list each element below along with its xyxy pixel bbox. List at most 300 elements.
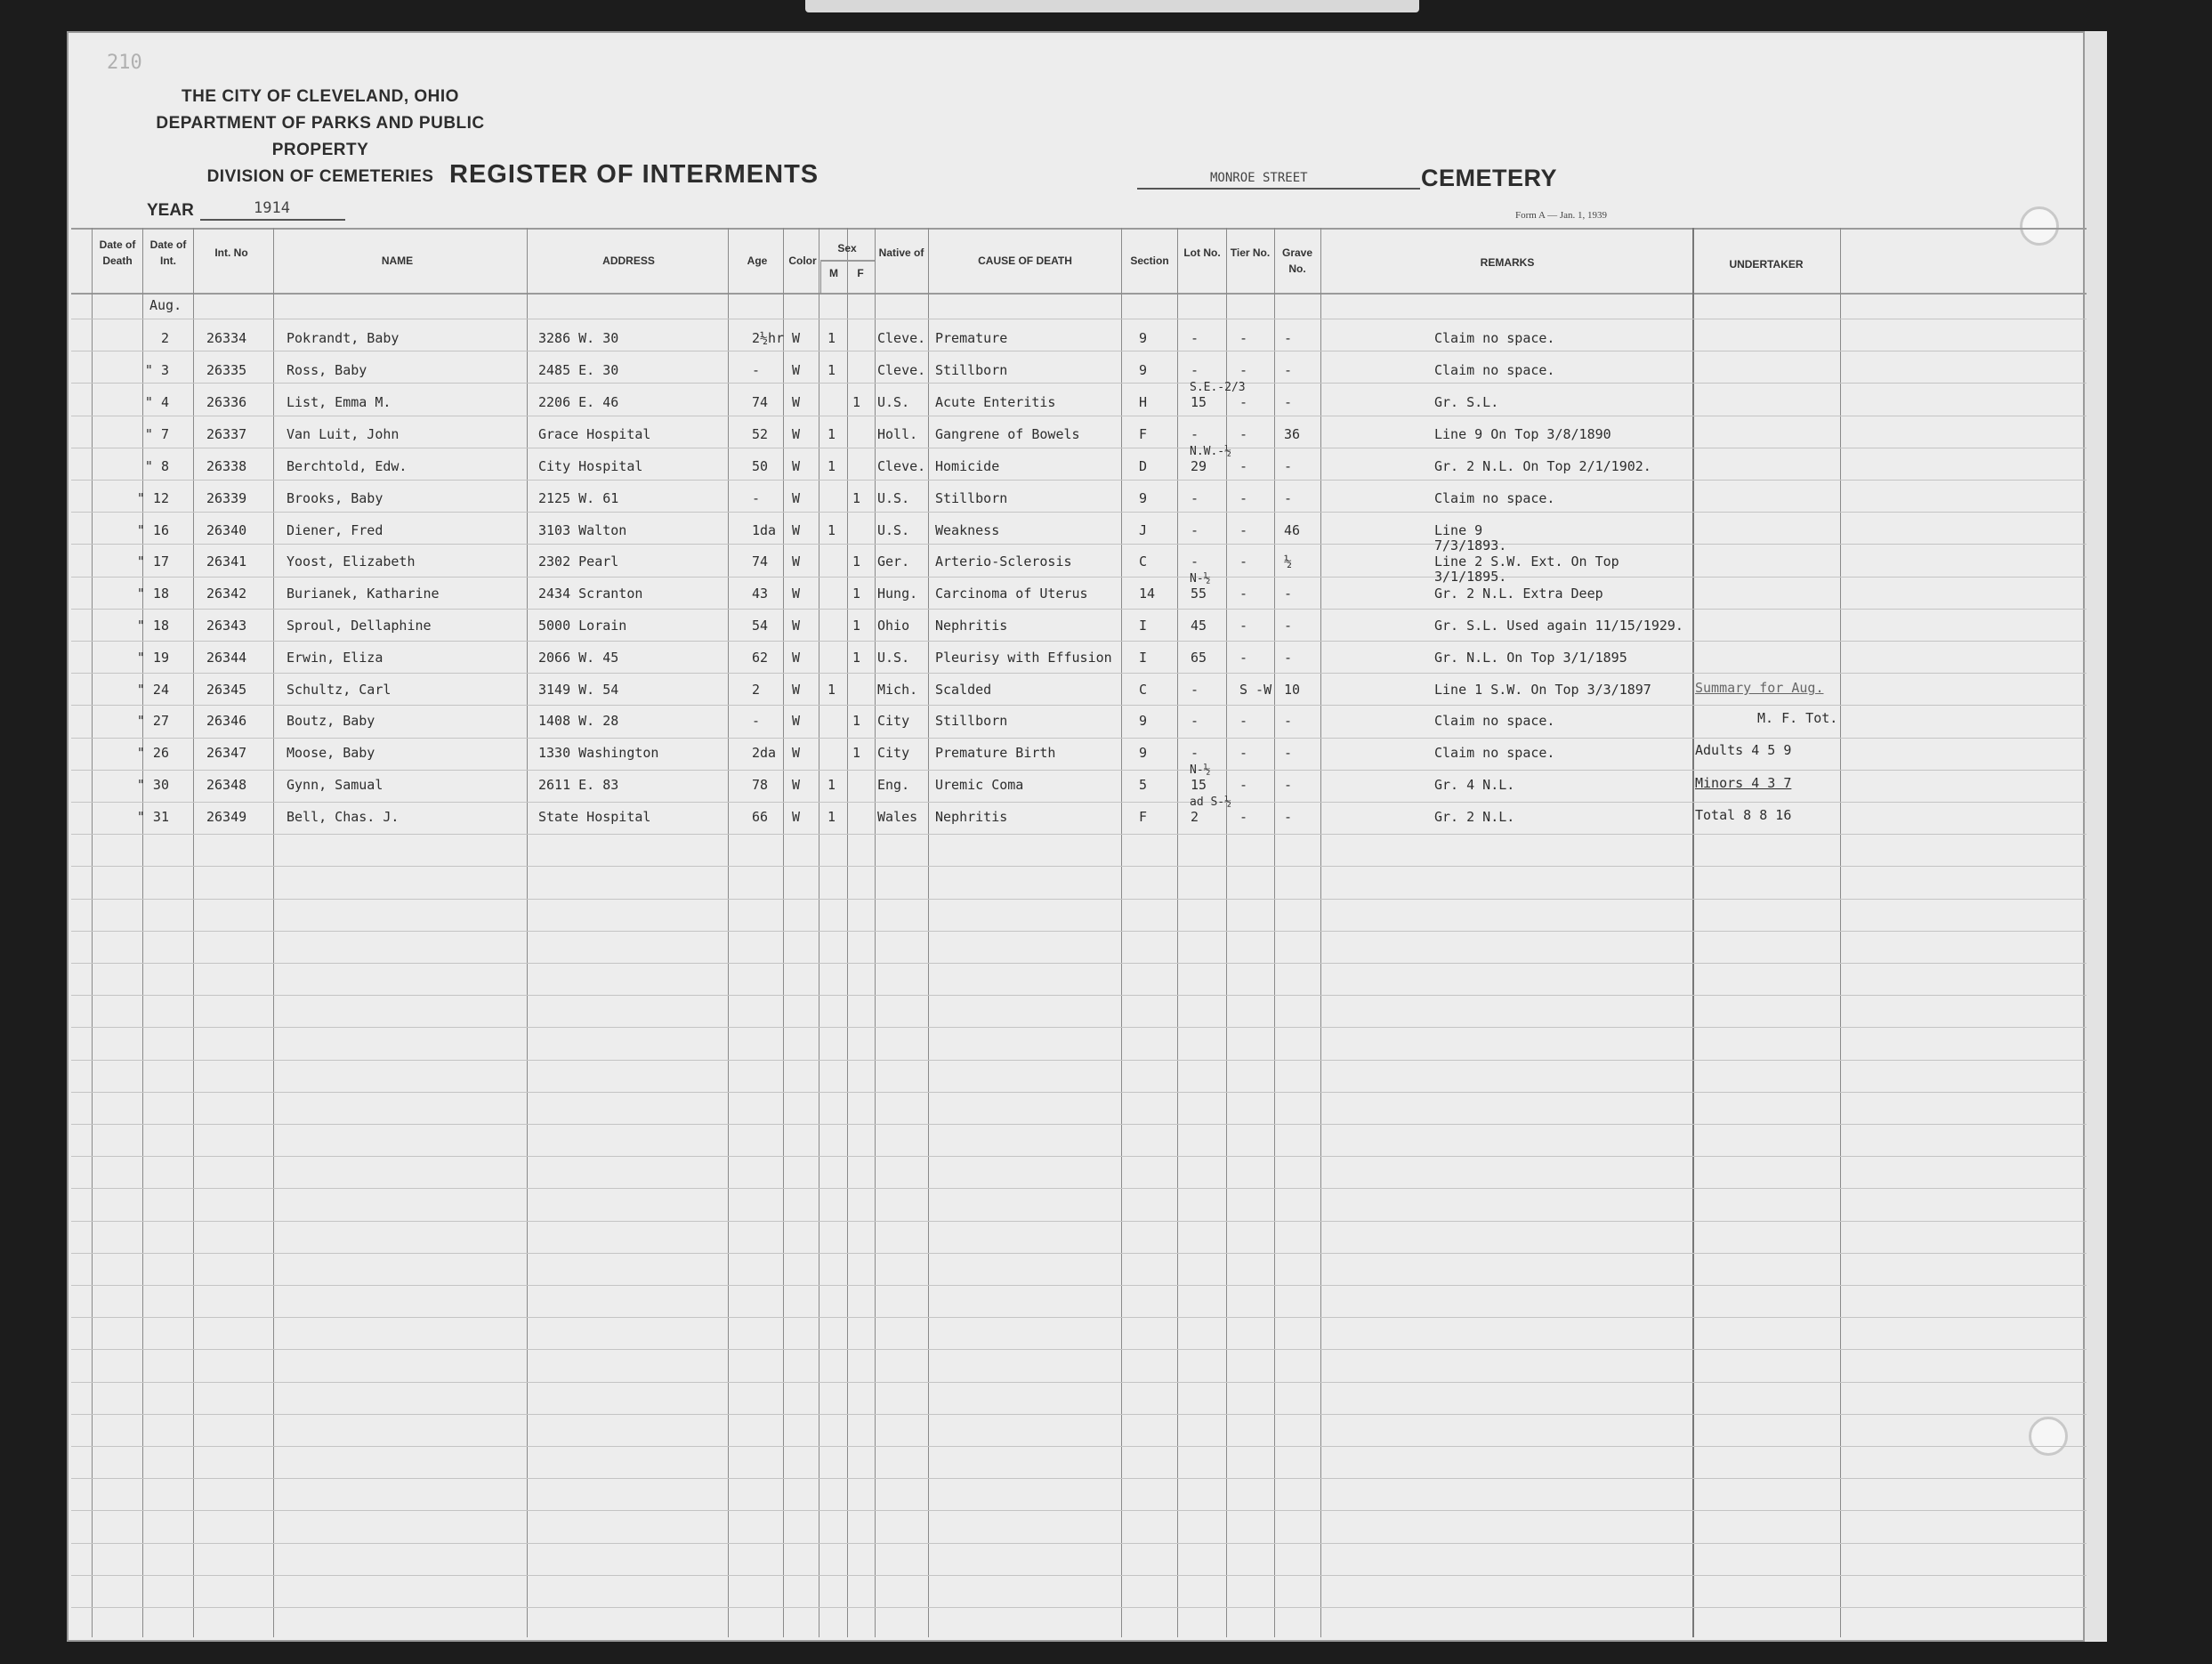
age-cell: - <box>752 490 761 506</box>
page-title: REGISTER OF INTERMENTS <box>449 160 819 189</box>
sex-m-cell: 1 <box>827 682 836 698</box>
age-cell: 62 <box>752 650 769 666</box>
col-section: Section <box>1130 254 1169 267</box>
name-cell: Pokrandt, Baby <box>287 330 400 346</box>
grave-cell: 36 <box>1284 426 1301 442</box>
col-cause: CAUSE OF DEATH <box>978 254 1072 267</box>
lot-cell: - <box>1191 713 1199 729</box>
color-cell: W <box>792 553 801 569</box>
int-no-cell: 26337 <box>206 426 247 442</box>
ruled-line <box>71 931 2087 932</box>
tier-cell: - <box>1239 490 1248 506</box>
col-address: ADDRESS <box>602 254 655 267</box>
lot-cell: - <box>1191 490 1199 506</box>
name-cell: Ross, Baby <box>287 362 367 378</box>
ruled-line <box>71 770 2087 771</box>
tier-cell: - <box>1239 522 1248 538</box>
age-cell: 66 <box>752 809 769 825</box>
cause-cell: Stillborn <box>935 713 1008 729</box>
ruled-line <box>71 1414 2087 1415</box>
ruled-line <box>71 1575 2087 1576</box>
register-sheet <box>67 31 2087 1642</box>
name-cell: Brooks, Baby <box>287 490 383 506</box>
ruled-line <box>71 1478 2087 1479</box>
remarks-cell: Claim no space. <box>1434 362 1555 378</box>
address-cell: State Hospital <box>538 809 651 825</box>
ruled-line <box>71 609 2087 610</box>
lot-cell: - <box>1191 426 1199 442</box>
cause-cell: Arterio-Sclerosis <box>935 553 1072 569</box>
color-cell: W <box>792 745 801 761</box>
tier-cell: - <box>1239 809 1248 825</box>
col-sex-m: M <box>829 267 838 279</box>
lot-cell: 55 <box>1191 586 1207 602</box>
lot-note-cell: N-½ <box>1190 572 1211 586</box>
summary-title: Summary for Aug. <box>1695 680 1824 696</box>
age-cell: 43 <box>752 586 769 602</box>
lot-cell: - <box>1191 362 1199 378</box>
name-cell: Burianek, Katharine <box>287 586 440 602</box>
native-cell: U.S. <box>877 490 910 506</box>
cause-cell: Stillborn <box>935 490 1008 506</box>
lot-note-cell: N.W.-½ <box>1190 445 1231 458</box>
age-cell: 2da <box>752 745 777 761</box>
section-cell: J <box>1139 522 1148 538</box>
col-lot: Lot No. <box>1183 246 1221 259</box>
lot-cell: - <box>1191 330 1199 346</box>
color-cell: W <box>792 586 801 602</box>
section-cell: C <box>1139 553 1148 569</box>
lot-cell: - <box>1191 682 1199 698</box>
color-cell: W <box>792 618 801 634</box>
lot-cell: 15 <box>1191 394 1207 410</box>
binder-tab <box>805 0 1419 12</box>
section-cell: 5 <box>1139 777 1148 793</box>
int-no-cell: 26341 <box>206 553 247 569</box>
grave-cell: - <box>1284 394 1293 410</box>
date-of-int-cell: " 4 <box>144 394 169 410</box>
int-no-cell: 26343 <box>206 618 247 634</box>
cause-cell: Uremic Coma <box>935 777 1024 793</box>
age-cell: 74 <box>752 394 769 410</box>
sex-m-cell: 1 <box>827 362 836 378</box>
grave-cell: - <box>1284 586 1293 602</box>
col-date-of-int: Date of Int. <box>149 238 187 267</box>
color-cell: W <box>792 330 801 346</box>
column-divider <box>783 228 784 1637</box>
lot-cell: - <box>1191 522 1199 538</box>
name-cell: Schultz, Carl <box>287 682 392 698</box>
age-cell: 54 <box>752 618 769 634</box>
date-of-int-cell: " 26 <box>136 745 169 761</box>
native-cell: Holl. <box>877 426 918 442</box>
color-cell: W <box>792 362 801 378</box>
col-remarks: REMARKS <box>1480 256 1535 269</box>
column-divider <box>273 228 274 1637</box>
address-cell: City Hospital <box>538 458 643 474</box>
section-cell: C <box>1139 682 1148 698</box>
year-label: YEAR <box>147 201 194 220</box>
cause-cell: Carcinoma of Uterus <box>935 586 1088 602</box>
ruled-line <box>71 834 2087 835</box>
grave-cell: 46 <box>1284 522 1301 538</box>
section-cell: I <box>1139 618 1148 634</box>
remarks-cell: Gr. N.L. On Top 3/1/1895 <box>1434 650 1627 666</box>
grave-cell: - <box>1284 362 1293 378</box>
grave-cell: - <box>1284 618 1293 634</box>
sex-f-cell: 1 <box>852 394 861 410</box>
col-sex-f: F <box>857 267 864 279</box>
age-cell: 50 <box>752 458 769 474</box>
age-cell: 2 <box>752 682 761 698</box>
column-divider <box>1320 228 1321 1637</box>
int-no-cell: 26338 <box>206 458 247 474</box>
name-cell: Yoost, Elizabeth <box>287 553 416 569</box>
address-cell: 3149 W. 54 <box>538 682 619 698</box>
column-divider <box>1121 228 1122 1637</box>
cemetery-name: MONROE STREET <box>1210 171 1308 185</box>
ruled-line <box>71 1156 2087 1157</box>
cause-cell: Gangrene of Bowels <box>935 426 1080 442</box>
native-cell: Ohio <box>877 618 910 634</box>
age-cell: - <box>752 362 761 378</box>
int-no-cell: 26346 <box>206 713 247 729</box>
date-of-int-cell: 2 <box>160 330 169 346</box>
column-divider <box>847 228 848 1637</box>
summary-total: Total 8 8 16 <box>1695 807 1792 823</box>
page-number: 210 <box>107 52 142 74</box>
date-of-int-cell: " 31 <box>136 809 169 825</box>
tier-cell: - <box>1239 586 1248 602</box>
address-cell: 2125 W. 61 <box>538 490 619 506</box>
table-top-border <box>71 228 2087 230</box>
col-date-of-death: Date of Death <box>99 238 136 267</box>
column-divider <box>875 228 876 1637</box>
summary-header: M. F. Tot. <box>1757 710 1838 726</box>
color-cell: W <box>792 426 801 442</box>
table-header-bottom-border <box>71 293 2087 295</box>
column-divider <box>92 228 93 1637</box>
section-cell: I <box>1139 650 1148 666</box>
year-value: 1914 <box>254 199 290 217</box>
date-of-int-cell: " 3 <box>144 362 169 378</box>
address-cell: 2434 Scranton <box>538 586 643 602</box>
col-sex: Sex <box>837 242 857 254</box>
native-cell: Cleve. <box>877 362 926 378</box>
sex-f-cell: 1 <box>852 586 861 602</box>
int-no-cell: 26335 <box>206 362 247 378</box>
address-cell: 3103 Walton <box>538 522 627 538</box>
native-cell: Cleve. <box>877 458 926 474</box>
col-color: Color <box>788 254 817 267</box>
grave-cell: 10 <box>1284 682 1301 698</box>
sex-m-cell: 1 <box>827 330 836 346</box>
cause-cell: Weakness <box>935 522 1000 538</box>
color-cell: W <box>792 490 801 506</box>
ruled-line <box>71 1317 2087 1318</box>
ruled-line <box>71 1060 2087 1061</box>
sex-m-cell: 1 <box>827 426 836 442</box>
address-cell: 1330 Washington <box>538 745 659 761</box>
tier-cell: - <box>1239 458 1248 474</box>
date-of-int-cell: " 17 <box>136 553 169 569</box>
cemetery-line <box>1137 188 1420 190</box>
cause-cell: Homicide <box>935 458 1000 474</box>
section-cell: D <box>1139 458 1148 474</box>
section-cell: 14 <box>1139 586 1156 602</box>
ruled-line <box>71 641 2087 642</box>
lot-cell: 65 <box>1191 650 1207 666</box>
date-of-int-cell: " 12 <box>136 490 169 506</box>
color-cell: W <box>792 777 801 793</box>
age-cell: 2½hr <box>752 330 785 346</box>
binder-hole-bottom <box>2029 1417 2068 1456</box>
remarks-cell: Line 9 On Top 3/8/1890 <box>1434 426 1611 442</box>
ruled-line <box>71 1382 2087 1383</box>
remarks-continuation-cell: 7/3/1893. <box>1434 537 1507 553</box>
color-cell: W <box>792 713 801 729</box>
col-age: Age <box>747 254 768 267</box>
cause-cell: Premature Birth <box>935 745 1056 761</box>
ruled-line <box>71 963 2087 964</box>
int-no-cell: 26348 <box>206 777 247 793</box>
tier-cell: - <box>1239 745 1248 761</box>
int-no-cell: 26339 <box>206 490 247 506</box>
remarks-cell: Gr. S.L. Used again 11/15/1929. <box>1434 618 1683 634</box>
ruled-line <box>71 1092 2087 1093</box>
form-id: Form A — Jan. 1, 1939 <box>1515 210 1607 221</box>
name-cell: Moose, Baby <box>287 745 375 761</box>
lot-cell: 45 <box>1191 618 1207 634</box>
cause-cell: Nephritis <box>935 809 1008 825</box>
sex-m-cell: 1 <box>827 809 836 825</box>
ruled-line <box>71 1027 2087 1028</box>
ruled-line <box>71 1446 2087 1447</box>
native-cell: Mich. <box>877 682 918 698</box>
lot-note-cell: ad S-½ <box>1190 796 1231 809</box>
date-of-int-cell: " 8 <box>144 458 169 474</box>
remarks-cell: Line 1 S.W. On Top 3/3/1897 <box>1434 682 1651 698</box>
sex-f-cell: 1 <box>852 713 861 729</box>
ruled-line <box>71 899 2087 900</box>
int-no-cell: 26342 <box>206 586 247 602</box>
ruled-line <box>71 705 2087 706</box>
year-line <box>200 219 345 221</box>
grave-cell: ½ <box>1284 553 1293 569</box>
date-of-int-cell: " 7 <box>144 426 169 442</box>
date-of-int-cell: " 16 <box>136 522 169 538</box>
tier-cell: - <box>1239 362 1248 378</box>
address-cell: 3286 W. 30 <box>538 330 619 346</box>
grave-cell: - <box>1284 650 1293 666</box>
int-no-cell: 26334 <box>206 330 247 346</box>
name-cell: List, Emma M. <box>287 394 392 410</box>
remarks-cell: Claim no space. <box>1434 490 1555 506</box>
binder-hole-top <box>2020 206 2059 246</box>
int-no-cell: 26336 <box>206 394 247 410</box>
remarks-cell: Gr. S.L. <box>1434 394 1499 410</box>
sheet-edge <box>2085 31 2107 1642</box>
ruled-line <box>71 1543 2087 1544</box>
sex-f-cell: 1 <box>852 490 861 506</box>
grave-cell: - <box>1284 458 1293 474</box>
remarks-cell: Claim no space. <box>1434 745 1555 761</box>
int-no-cell: 26349 <box>206 809 247 825</box>
grave-cell: - <box>1284 809 1293 825</box>
address-cell: 2485 E. 30 <box>538 362 619 378</box>
date-of-int-cell: " 24 <box>136 682 169 698</box>
native-cell: U.S. <box>877 394 910 410</box>
remarks-cell: Gr. 4 N.L. <box>1434 777 1515 793</box>
tier-cell: - <box>1239 650 1248 666</box>
sex-subheader-rule <box>820 260 875 262</box>
ruled-line <box>71 1510 2087 1511</box>
date-of-int-cell: " 30 <box>136 777 169 793</box>
ruled-line <box>71 738 2087 739</box>
col-tier: Tier No. <box>1230 246 1271 259</box>
section-cell: 9 <box>1139 330 1148 346</box>
age-cell: - <box>752 713 761 729</box>
sex-m-cell: 1 <box>827 777 836 793</box>
color-cell: W <box>792 458 801 474</box>
name-cell: Berchtold, Edw. <box>287 458 408 474</box>
int-no-cell: 26345 <box>206 682 247 698</box>
native-cell: U.S. <box>877 650 910 666</box>
ruled-line <box>71 577 2087 578</box>
int-no-cell: 26347 <box>206 745 247 761</box>
remarks-cell: Gr. 2 N.L. On Top 2/1/1902. <box>1434 458 1651 474</box>
grave-cell: - <box>1284 777 1293 793</box>
section-cell: 9 <box>1139 745 1148 761</box>
ruled-line <box>71 1188 2087 1189</box>
ruled-line <box>71 1349 2087 1350</box>
name-cell: Erwin, Eliza <box>287 650 383 666</box>
col-undertaker: UNDERTAKER <box>1729 258 1804 271</box>
summary-minors: Minors 4 3 7 <box>1695 775 1792 791</box>
cause-cell: Acute Enteritis <box>935 394 1056 410</box>
address-cell: 2066 W. 45 <box>538 650 619 666</box>
sex-f-cell: 1 <box>852 745 861 761</box>
tier-cell: - <box>1239 394 1248 410</box>
remarks-cell: Claim no space. <box>1434 713 1555 729</box>
column-divider <box>193 228 194 1637</box>
lot-cell: 29 <box>1191 458 1207 474</box>
col-grave: Grave No. <box>1281 246 1313 275</box>
column-divider <box>1226 228 1227 1637</box>
column-divider <box>1692 228 1694 1637</box>
remarks-cell: Gr. 2 N.L. <box>1434 809 1515 825</box>
ruled-line <box>71 1607 2087 1608</box>
tier-cell: - <box>1239 426 1248 442</box>
address-cell: 2302 Pearl <box>538 553 619 569</box>
ruled-line <box>71 1253 2087 1254</box>
cemetery-label: CEMETERY <box>1421 165 1558 191</box>
sex-f-cell: 1 <box>852 650 861 666</box>
date-of-int-cell: " 27 <box>136 713 169 729</box>
address-cell: Grace Hospital <box>538 426 651 442</box>
remarks-cell: Line 2 S.W. Ext. On Top <box>1434 553 1619 569</box>
color-cell: W <box>792 650 801 666</box>
ruled-line <box>71 512 2087 513</box>
col-int-no: Int. No <box>214 246 248 259</box>
address-cell: 2206 E. 46 <box>538 394 619 410</box>
column-divider <box>527 228 528 1637</box>
address-cell: 2611 E. 83 <box>538 777 619 793</box>
cause-cell: Pleurisy with Effusion <box>935 650 1112 666</box>
name-cell: Van Luit, John <box>287 426 400 442</box>
age-cell: 1da <box>752 522 777 538</box>
date-of-int-cell: " 19 <box>136 650 169 666</box>
lot-note-cell: N-½ <box>1190 763 1211 777</box>
address-cell: 5000 Lorain <box>538 618 627 634</box>
ruled-line <box>71 1285 2087 1286</box>
name-cell: Diener, Fred <box>287 522 383 538</box>
lot-cell: - <box>1191 553 1199 569</box>
col-native: Native of <box>878 246 924 259</box>
section-cell: 9 <box>1139 362 1148 378</box>
grave-cell: - <box>1284 713 1293 729</box>
section-cell: H <box>1139 394 1148 410</box>
age-cell: 52 <box>752 426 769 442</box>
native-cell: City <box>877 713 910 729</box>
cause-cell: Premature <box>935 330 1008 346</box>
month-label: Aug. <box>149 297 182 313</box>
grave-cell: - <box>1284 330 1293 346</box>
name-cell: Gynn, Samual <box>287 777 383 793</box>
tier-cell: - <box>1239 618 1248 634</box>
ruled-line <box>71 802 2087 803</box>
sex-m-cell: 1 <box>827 458 836 474</box>
grave-cell: - <box>1284 490 1293 506</box>
int-no-cell: 26340 <box>206 522 247 538</box>
division-name: DIVISION OF CEMETERIES <box>206 167 434 186</box>
remarks-continuation-cell: 3/1/1895. <box>1434 569 1507 585</box>
col-name: NAME <box>381 254 414 267</box>
section-cell: 9 <box>1139 713 1148 729</box>
color-cell: W <box>792 809 801 825</box>
sex-m-cell: 1 <box>827 522 836 538</box>
cause-cell: Stillborn <box>935 362 1008 378</box>
tier-cell: - <box>1239 713 1248 729</box>
cause-cell: Nephritis <box>935 618 1008 634</box>
section-cell: 9 <box>1139 490 1148 506</box>
department-name: DEPARTMENT OF PARKS AND PUBLIC PROPERTY <box>156 114 485 159</box>
tier-cell: S -W <box>1239 682 1272 698</box>
city-name: THE CITY OF CLEVELAND, OHIO <box>182 87 459 106</box>
summary-adults: Adults 4 5 9 <box>1695 742 1792 758</box>
native-cell: Wales <box>877 809 918 825</box>
color-cell: W <box>792 682 801 698</box>
color-cell: W <box>792 394 801 410</box>
date-of-int-cell: " 18 <box>136 618 169 634</box>
remarks-cell: Gr. 2 N.L. Extra Deep <box>1434 586 1603 602</box>
native-cell: U.S. <box>877 522 910 538</box>
name-cell: Boutz, Baby <box>287 713 375 729</box>
tier-cell: - <box>1239 777 1248 793</box>
native-cell: Eng. <box>877 777 910 793</box>
lot-note-cell: S.E.-2/3 <box>1190 381 1246 394</box>
cause-cell: Scalded <box>935 682 992 698</box>
color-cell: W <box>792 522 801 538</box>
ruled-line <box>71 383 2087 384</box>
grave-cell: - <box>1284 745 1293 761</box>
ruled-line <box>71 1124 2087 1125</box>
lot-cell: 2 <box>1191 809 1199 825</box>
name-cell: Bell, Chas. J. <box>287 809 400 825</box>
ruled-line <box>71 995 2087 996</box>
remarks-cell: Claim no space. <box>1434 330 1555 346</box>
sex-f-cell: 1 <box>852 553 861 569</box>
